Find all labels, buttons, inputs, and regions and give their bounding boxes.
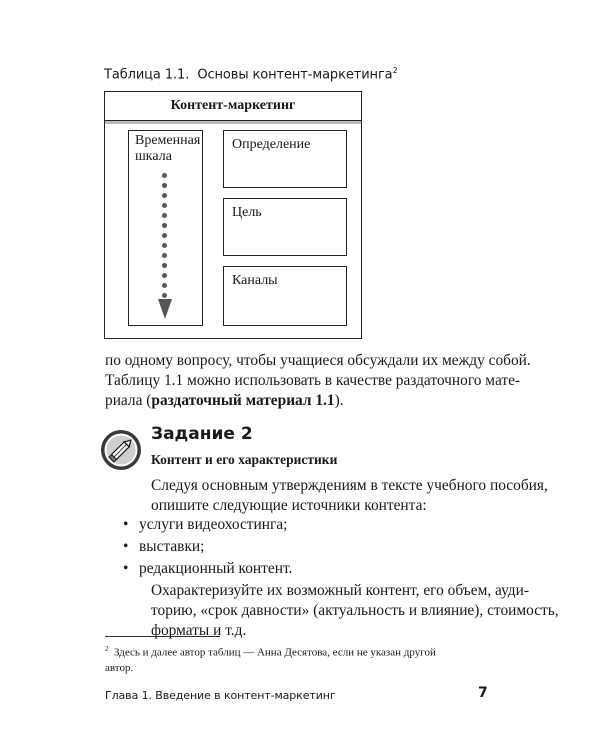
channels-box: Каналы xyxy=(223,266,347,326)
caption-label: Таблица 1.1. xyxy=(104,67,190,83)
list-item: • выставки; xyxy=(123,538,205,555)
diagram-title: Контент-маркетинг xyxy=(105,92,361,121)
timeline-dotted-line xyxy=(162,173,168,313)
pencil-icon xyxy=(100,429,142,471)
timeline-label: Временная шкала xyxy=(135,133,201,164)
page-number: 7 xyxy=(478,685,488,701)
content-marketing-diagram xyxy=(104,91,362,339)
task-paragraph: Охарактеризуйте их возможный контент, его объем, ауди- торию, «срок давности» (актуальность и влияние), стоимость, форматы и т.д. xyxy=(151,582,559,639)
footnote-divider xyxy=(105,636,220,637)
caption-title: Основы контент-маркетинга xyxy=(197,67,393,83)
running-footer-chapter: Глава 1. Введение в контент-маркетинг xyxy=(105,689,336,702)
paragraph-handout: по одному вопросу, чтобы учащиеся обсуждали их между собой. Таблицу 1.1 можно использовать в качестве раздаточного мате- риала (раздаточный материал 1.1). xyxy=(105,352,531,409)
footnote-mark: 2 xyxy=(105,645,109,653)
caption-footnote-mark: 2 xyxy=(392,66,398,75)
handout-reference: раздаточный материал 1.1 xyxy=(151,392,335,409)
list-item: • услуги видеохостинга; xyxy=(123,516,288,533)
timeline-arrow-icon xyxy=(158,299,172,319)
table-caption xyxy=(104,66,398,82)
task-subtitle: Контент и его характеристики xyxy=(151,452,338,467)
definition-box: Определение xyxy=(223,130,347,188)
goal-box: Цель xyxy=(223,198,347,256)
footnote: $^2$ Здесь и далее автор таблиц — Анна Десятова, если не указан другой автор. xyxy=(105,645,436,674)
list-item: • редакционный контент. xyxy=(123,560,293,577)
task-title: Задание 2 xyxy=(151,424,253,444)
timeline-box xyxy=(128,130,203,326)
task-intro: Следуя основным утверждениям в тексте учебного пособия, опишите следующие источники контента: xyxy=(151,477,548,514)
